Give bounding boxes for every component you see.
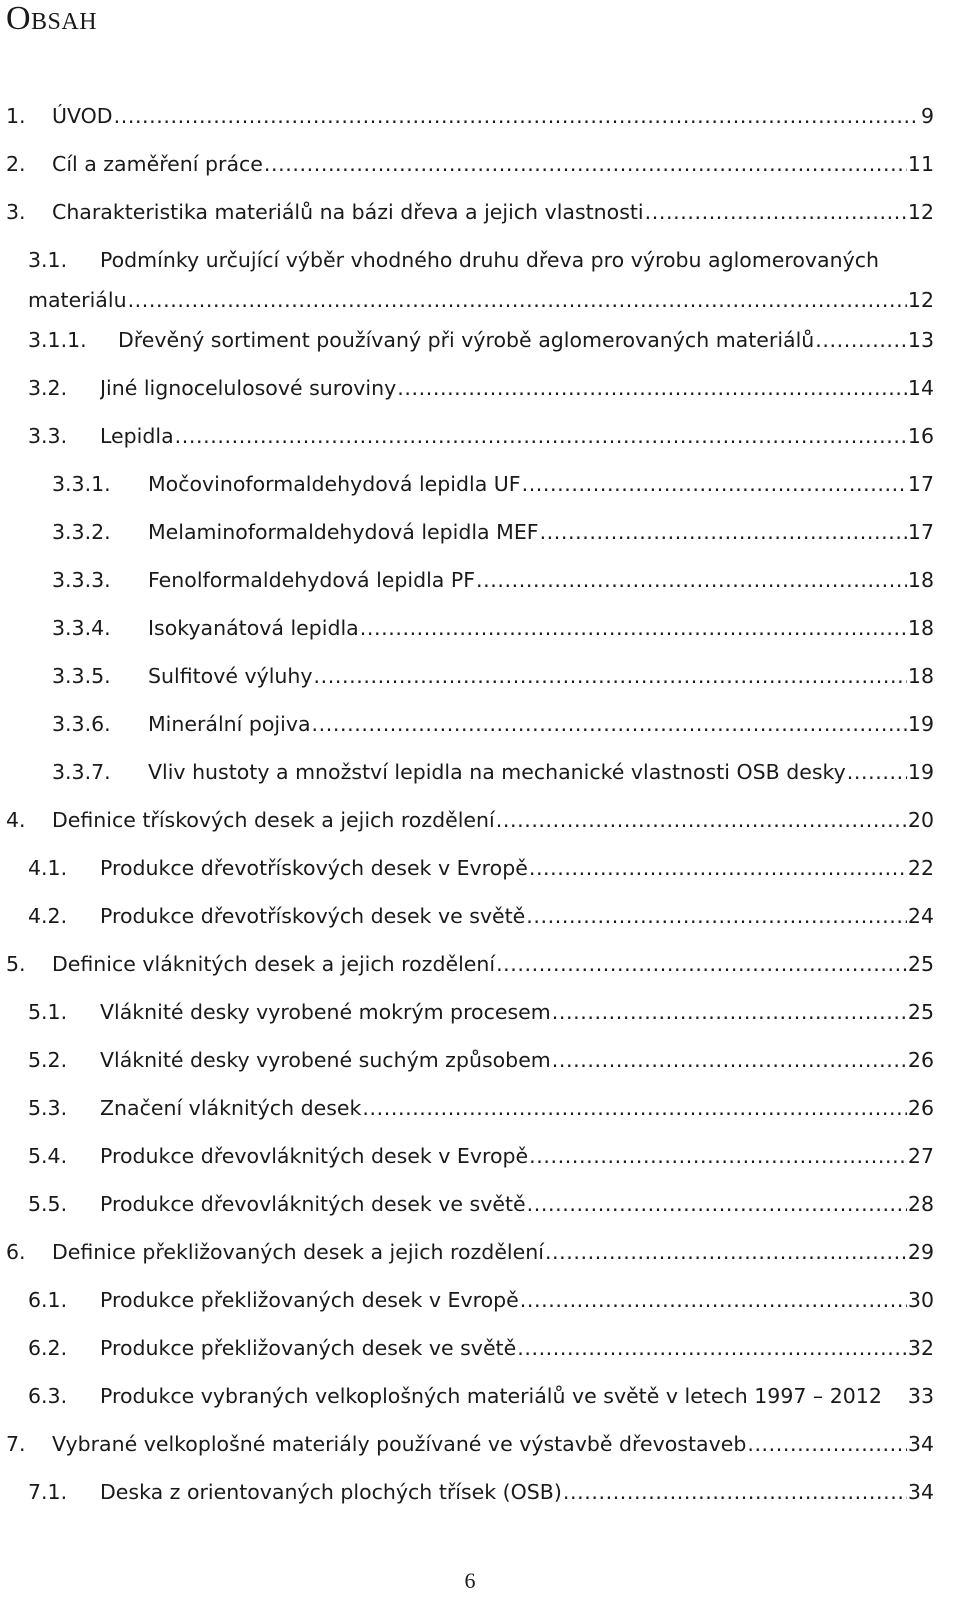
toc-entry-label: Deska z orientovaných plochých třísek (OSB) [100,1480,562,1504]
toc-entry-page: 26 [907,1048,934,1072]
toc-entry[interactable] [0,994,960,1030]
toc-entry-label: Vláknité desky vyrobené mokrým procesem [100,1000,551,1024]
toc-entry-page: 34 [907,1480,934,1504]
toc-entry-page: 12 [907,288,934,312]
toc-leader-dots [529,850,907,886]
toc-entry-page: 19 [907,760,934,784]
toc-entry-label: Produkce překližovaných desek v Evropě [100,1288,519,1312]
toc-entry[interactable] [0,242,960,278]
toc-leader-dots [563,1474,907,1510]
toc-entry-label: Podmínky určující výběr vhodného druhu dřeva pro výrobu aglomerovaných [100,248,880,272]
toc-entry-number: 4.1. [28,856,68,880]
toc-leader-dots [522,466,907,502]
toc-entry[interactable] [0,1426,960,1462]
toc-entry-page: 22 [907,856,934,880]
toc-entry[interactable] [0,1042,960,1078]
toc-entry-number: 3.3.5. [52,664,111,688]
toc-entry-number: 4. [6,808,26,832]
toc-entry-page: 32 [907,1336,934,1360]
toc-leader-dots [545,1234,907,1270]
toc-entry[interactable] [0,1474,960,1510]
toc-entry[interactable] [0,1186,960,1222]
toc-entry-page: 26 [907,1096,934,1120]
toc-entry-number: 5.4. [28,1144,68,1168]
toc-entry-number: 3.3.4. [52,616,111,640]
toc-leader-dots [128,282,907,318]
toc-entry-label: Močovinoformaldehydová lepidla UF [148,472,521,496]
toc-entry-label: Charakteristika materiálů na bázi dřeva a jejich vlastnosti [52,200,644,224]
toc-entry[interactable] [0,1234,960,1270]
toc-entry-page: 25 [907,1000,934,1024]
toc-entry-page: 34 [907,1432,934,1456]
toc-entry-label: Definice vláknitých desek a jejich rozdělení [52,952,496,976]
toc-entry[interactable] [0,562,960,598]
toc-entry-page: 28 [907,1192,934,1216]
toc-entry[interactable] [0,98,960,134]
toc-leader-dots [360,610,907,646]
toc-entry-label: Fenolformaldehydová lepidla PF [148,568,476,592]
toc-leader-dots [496,802,907,838]
toc-entry-page: 19 [907,712,934,736]
toc-entry-number: 3.3.7. [52,760,111,784]
toc-entry-number: 3.3.3. [52,568,111,592]
toc-entry-number: 1. [6,104,26,128]
toc-leader-dots [175,418,907,454]
toc-entry-label: Dřevěný sortiment používaný při výrobě aglomerovaných materiálů [118,328,815,352]
toc-entry[interactable] [0,850,960,886]
toc-leader-dots [552,994,907,1030]
toc-entry[interactable] [0,194,960,230]
toc-leader-dots [397,370,907,406]
toc-entry[interactable] [0,1282,960,1318]
toc-entry[interactable] [0,754,960,790]
toc-entry-page: 18 [907,664,934,688]
toc-entry-number: 6.2. [28,1336,68,1360]
toc-leader-dots [847,754,907,790]
toc-entry-label-continuation: materiálu [28,288,127,312]
toc-leader-dots [527,1186,907,1222]
toc-entry-page: 14 [907,376,934,400]
toc-entry[interactable] [0,610,960,646]
toc-entry-number: 5. [6,952,26,976]
toc-leader-dots [496,946,907,982]
toc-entry[interactable] [0,322,960,358]
toc-entry-page: 30 [907,1288,934,1312]
toc-entry[interactable] [0,802,960,838]
toc-entry-page: 25 [907,952,934,976]
toc-leader-dots [517,1330,907,1366]
toc-entry-label: Minerální pojiva [148,712,311,736]
toc-entry-label: Produkce dřevotřískových desek ve světě [100,904,526,928]
toc-entry-label: Produkce překližovaných desek ve světě [100,1336,517,1360]
toc-entry-number: 3.3.6. [52,712,111,736]
toc-entry-page: 17 [907,472,934,496]
toc-leader-dots [264,146,907,182]
toc-entry[interactable] [0,1330,960,1366]
toc-entry[interactable] [0,514,960,550]
toc-entry[interactable] [0,1090,960,1126]
toc-leader-dots [552,1042,907,1078]
toc-entry-label: Sulfitové výluhy [148,664,313,688]
toc-leader-dots [815,322,907,358]
toc-entry-page: 16 [907,424,934,448]
toc-entry-page: 24 [907,904,934,928]
page-title [6,0,97,38]
toc-leader-dots [312,706,907,742]
toc-entry-number: 3.3. [28,424,68,448]
toc-entry-label: Produkce dřevotřískových desek v Evropě [100,856,528,880]
toc-leader-dots [114,98,920,134]
toc-entry-label: Vláknité desky vyrobené suchým způsobem [100,1048,551,1072]
toc-entry[interactable] [0,658,960,694]
toc-leader-dots [362,1090,907,1126]
toc-entry-label: Produkce dřevovláknitých desek ve světě [100,1192,526,1216]
toc-entry-label: Definice překližovaných desek a jejich rozdělení [52,1240,544,1264]
toc-entry-label: ÚVOD [52,104,113,128]
toc-entry-continuation[interactable] [0,282,960,318]
toc-entry-number: 3.3.1. [52,472,111,496]
toc-entry-number: 6.3. [28,1384,68,1408]
toc-entry[interactable] [0,946,960,982]
toc-entry[interactable] [0,706,960,742]
toc-entry-page: 27 [907,1144,934,1168]
toc-entry[interactable] [0,466,960,502]
toc-entry-page: 12 [907,200,934,224]
toc-entry-number: 3.1. [28,248,68,272]
toc-entry-label: Lepidla [100,424,174,448]
toc-leader-dots [645,194,907,230]
toc-leader-dots [529,1138,907,1174]
toc-entry-number: 5.1. [28,1000,68,1024]
toc-entry-number: 3.1.1. [28,328,87,352]
toc-entry-label: Vliv hustoty a množství lepidla na mechanické vlastnosti OSB desky [148,760,846,784]
toc-entry-page: 20 [907,808,934,832]
page-number: 6 [464,1568,476,1593]
toc-entry-number: 7. [6,1432,26,1456]
toc-entry[interactable] [0,370,960,406]
toc-entry[interactable] [0,1378,960,1414]
toc-entry-page: 9 [920,104,934,128]
toc-entry[interactable] [0,1138,960,1174]
toc-entry-number: 7.1. [28,1480,68,1504]
toc-entry-number: 5.2. [28,1048,68,1072]
toc-entry-page: 11 [907,152,934,176]
toc-entry-number: 2. [6,152,26,176]
toc-entry-number: 3.2. [28,376,68,400]
toc-entry-number: 6. [6,1240,26,1264]
toc-entry-number: 3. [6,200,26,224]
toc-entry-page: 18 [907,616,934,640]
toc-entry-label: Definice třískových desek a jejich rozdělení [52,808,495,832]
toc-leader-dots [476,562,907,598]
toc-entry-page: 17 [907,520,934,544]
toc-leader-dots [520,1282,907,1318]
toc-entry-number: 3.3.2. [52,520,111,544]
toc-entry-label: Značení vláknitých desek [100,1096,362,1120]
toc-entry[interactable] [0,898,960,934]
toc-entry-label: Melaminoformaldehydová lepidla MEF [148,520,539,544]
toc-entry-label: Cíl a zaměření práce [52,152,263,176]
toc-entry-page: 13 [907,328,934,352]
toc-entry-label: Isokyanátová lepidla [148,616,359,640]
toc-leader-dots [747,1426,907,1462]
toc-entry[interactable] [0,418,960,454]
toc-entry-label: Produkce dřevovláknitých desek v Evropě [100,1144,529,1168]
toc-entry-number: 4.2. [28,904,68,928]
toc-entry-label: Jiné lignocelulosové suroviny [100,376,397,400]
toc-leader-dots [526,898,907,934]
toc-entry-number: 5.5. [28,1192,68,1216]
toc-entry-number: 6.1. [28,1288,68,1312]
toc-leader-dots [540,514,907,550]
toc-entry-page: 18 [907,568,934,592]
page-title-text: Obsah [6,0,98,37]
toc-entry-page: 33 [907,1384,934,1408]
toc-entry-number: 5.3. [28,1096,68,1120]
toc-entry-label: Vybrané velkoplošné materiály používané ve výstavbě dřevostaveb [52,1432,747,1456]
toc-entry-label: Produkce vybraných velkoplošných materiálů ve světě v letech 1997 – 2012 [100,1384,882,1408]
toc-entry[interactable] [0,146,960,182]
toc-entry-page: 29 [907,1240,934,1264]
toc-leader-dots [314,658,907,694]
